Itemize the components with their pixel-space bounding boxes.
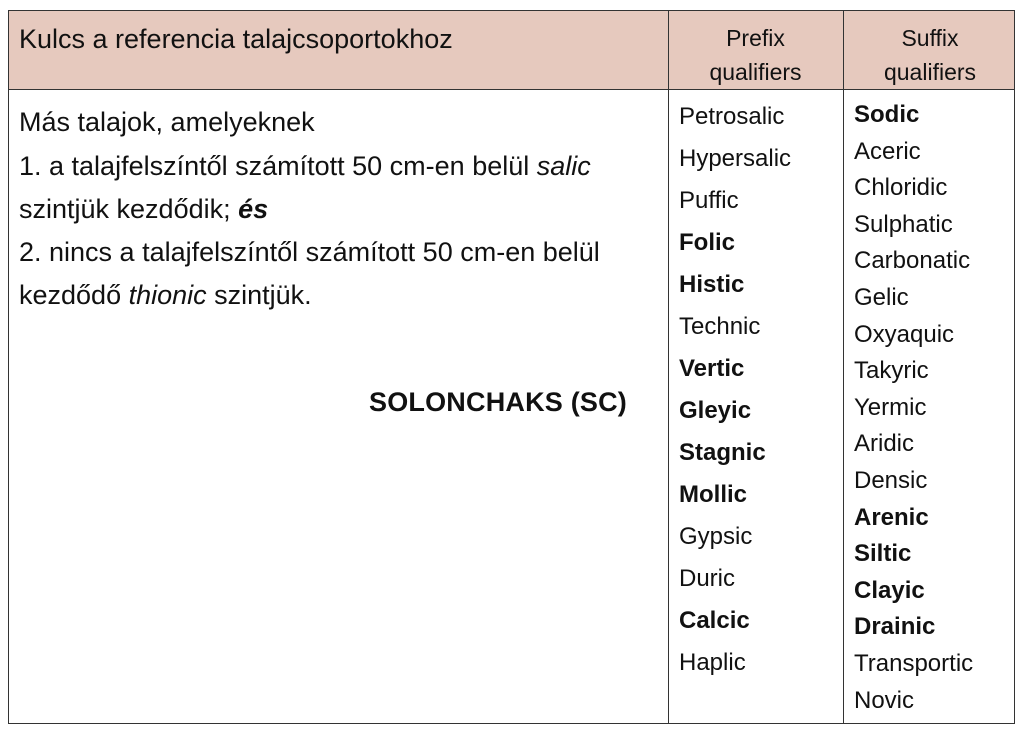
prefix-qualifier-item: Gypsic: [679, 523, 753, 550]
criteria-text: [19, 99, 659, 317]
header-title: Kulcs a referencia talajcsoportokhoz: [19, 24, 453, 54]
suffix-qualifier-item: Oxyaquic: [854, 320, 955, 348]
suffix-column-header: [844, 21, 1016, 89]
suffix-qualifier-item: Takyric: [854, 357, 929, 385]
column-divider-1: [668, 11, 669, 723]
column-divider-2: [843, 11, 844, 723]
reference-group-title: SOLONCHAKS (SC): [369, 387, 627, 417]
prefix-header-line1: Prefix: [726, 25, 785, 51]
prefix-qualifier-item: Folic: [679, 229, 736, 256]
criteria-item-1-text: 1. a talajfelszíntől számított 50 cm-en belül: [19, 151, 537, 181]
soil-key-table: [8, 10, 1015, 724]
criteria-item-2-cont: kezdődő: [19, 280, 129, 310]
prefix-header-line2: qualifiers: [709, 59, 802, 85]
prefix-qualifier-item: Haplic: [679, 649, 746, 676]
criteria-item-2-end: szintjük.: [206, 280, 312, 310]
criteria-intro: Más talajok, amelyeknek: [19, 107, 315, 137]
criteria-item-1: [19, 145, 659, 231]
suffix-qualifier-list: [854, 97, 973, 719]
suffix-qualifier-item: Aridic: [854, 430, 915, 458]
prefix-qualifier-item: Technic: [679, 313, 761, 340]
criteria-item-1-cont: szintjük kezdődik;: [19, 194, 239, 224]
suffix-qualifier-item: Arenic: [854, 503, 929, 531]
suffix-qualifier-item: Novic: [854, 686, 915, 714]
salic-term: salic: [536, 151, 591, 181]
table-header: [9, 11, 1014, 90]
suffix-qualifier-item: Drainic: [854, 613, 936, 641]
suffix-qualifier-item: Gelic: [854, 283, 909, 311]
criteria-item-2-text: 2. nincs a talajfelszíntől számított 50 cm-en belül: [19, 237, 600, 267]
suffix-header-line2: qualifiers: [883, 59, 977, 85]
thionic-term: thionic: [128, 280, 207, 310]
prefix-qualifier-item: Petrosalic: [679, 103, 785, 130]
prefix-column-header: [669, 21, 842, 89]
suffix-qualifier-item: Sulphatic: [854, 210, 953, 238]
suffix-qualifier-item: Clayic: [854, 576, 925, 604]
suffix-qualifier-item: Yermic: [854, 393, 927, 421]
prefix-qualifier-item: Mollic: [679, 481, 748, 508]
suffix-qualifier-item: Sodic: [854, 101, 920, 128]
suffix-qualifier-item: Carbonatic: [854, 247, 971, 275]
prefix-qualifier-item: Duric: [679, 565, 736, 592]
suffix-qualifier-item: Aceric: [854, 137, 921, 165]
suffix-header-line1: Suffix: [901, 25, 959, 51]
suffix-qualifier-item: Densic: [854, 466, 928, 494]
prefix-qualifier-item: Calcic: [679, 607, 750, 634]
prefix-qualifier-list: [679, 96, 791, 684]
suffix-qualifier-item: Siltic: [854, 540, 912, 568]
suffix-qualifier-item: Transportic: [854, 649, 974, 677]
criteria-item-2: [19, 231, 659, 317]
prefix-qualifier-item: Stagnic: [679, 439, 766, 466]
prefix-qualifier-item: Vertic: [679, 355, 745, 382]
suffix-qualifier-item: Chloridic: [854, 174, 948, 202]
prefix-qualifier-item: Hypersalic: [679, 145, 792, 172]
prefix-qualifier-item: Histic: [679, 271, 745, 298]
prefix-qualifier-item: Gleyic: [679, 397, 752, 424]
conjunction-es: és: [238, 194, 269, 224]
prefix-qualifier-item: Puffic: [679, 187, 739, 214]
